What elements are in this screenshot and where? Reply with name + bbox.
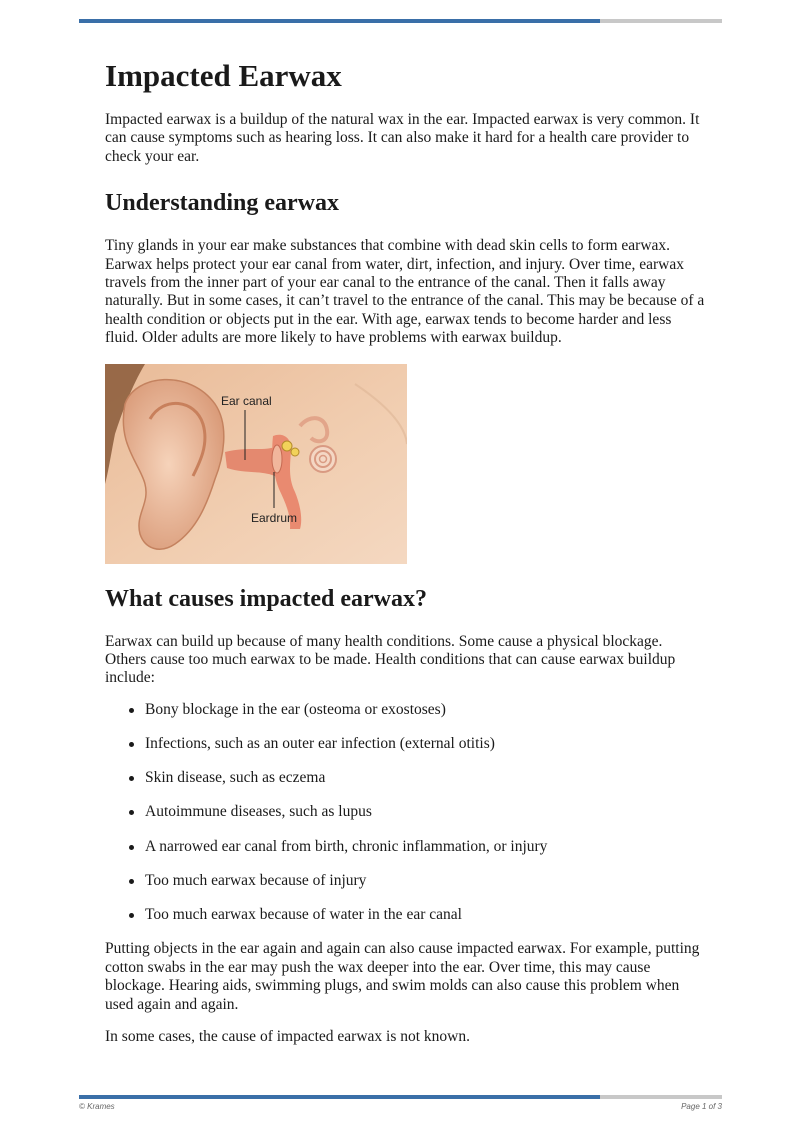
understanding-heading: Understanding earwax [105, 190, 340, 217]
ear-anatomy-svg [105, 364, 407, 564]
list-item: Bony blockage in the ear (osteoma or exostoses) [127, 701, 705, 719]
footer-copyright: © Krames [79, 1102, 115, 1111]
document-body [105, 56, 705, 1046]
bottom-progress-bar [79, 1095, 722, 1099]
causes-heading: What causes impacted earwax? [105, 585, 427, 612]
understanding-paragraph: Tiny glands in your ear make substances that combine with dead skin cells to form earwax. Earwax helps protect your ear canal from water, dirt, infection, and injury. Over time, earwax travels from the inner part of your ear canal to the entrance of the canal. Then it falls away naturally. But in some cases, it can’t travel to the entrance of the canal. This may be because of a health condition or objects put in the ear. With age, earwax tends to become harder and less fluid. Older adults are more likely to have problems with earwax buildup. [105, 237, 705, 347]
bullet-icon [129, 742, 134, 747]
objects-paragraph: Putting objects in the ear again and again can also cause impacted earwax. For example, putting cotton swabs in the ear may push the wax deeper into the ear. Over time, this may cause blockage. Hearing aids, swimming plugs, and swim molds can also cause this problem when used again and again. [105, 940, 700, 1013]
bottom-progress-fill [79, 1095, 600, 1099]
bullet-icon [129, 810, 134, 815]
list-item: Too much earwax because of water in the ear canal [127, 906, 705, 924]
intro-paragraph: Impacted earwax is a buildup of the natural wax in the ear. Impacted earwax is very common. It can cause symptoms such as hearing loss. It can also make it hard for a health care provider to check your ear. [105, 111, 700, 165]
bullet-icon [129, 845, 134, 850]
page-title: Impacted Earwax [105, 58, 342, 93]
bullet-icon [129, 776, 134, 781]
list-item: Skin disease, such as eczema [127, 769, 705, 787]
causes-list [105, 701, 705, 925]
unknown-cause-paragraph: In some cases, the cause of impacted earwax is not known. [105, 1027, 470, 1045]
bullet-icon [129, 879, 134, 884]
ossicle-bone [282, 441, 292, 451]
footer-page-number: Page 1 of 3 [681, 1102, 722, 1111]
top-progress-bar [79, 19, 722, 23]
ear-anatomy-illustration [105, 364, 407, 564]
top-progress-fill [79, 19, 600, 23]
list-item: Autoimmune diseases, such as lupus [127, 803, 705, 821]
cochlea [310, 446, 336, 472]
causes-intro-paragraph: Earwax can build up because of many health conditions. Some cause a physical blockage. Others cause too much earwax to be made. Health conditions that can cause earwax buildup include: [105, 632, 676, 687]
list-item: Too much earwax because of injury [127, 872, 705, 890]
list-item: A narrowed ear canal from birth, chronic inflammation, or injury [127, 838, 705, 856]
label-eardrum: Eardrum [251, 510, 298, 525]
bullet-icon [129, 708, 134, 713]
eardrum-shape [272, 445, 282, 473]
list-item: Infections, such as an outer ear infection (external otitis) [127, 735, 705, 753]
label-ear-canal: Ear canal [221, 393, 272, 408]
ossicle-bone [291, 448, 299, 456]
bullet-icon [129, 913, 134, 918]
